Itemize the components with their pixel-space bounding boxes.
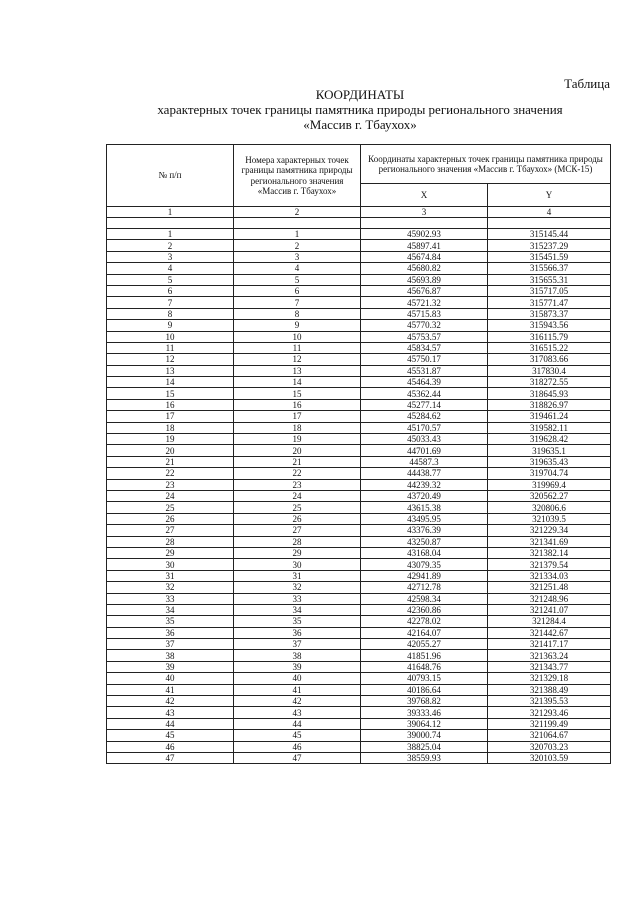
cell-y: 315873.37	[488, 308, 611, 319]
cell-number: 41	[107, 684, 234, 695]
table-row	[107, 320, 611, 331]
cell-point-number: 11	[234, 342, 361, 353]
table-row	[107, 718, 611, 729]
cell-y: 321343.77	[488, 661, 611, 672]
table-row	[107, 696, 611, 707]
table-row	[107, 263, 611, 274]
table-row	[107, 456, 611, 467]
table-row	[107, 308, 611, 319]
cell-y: 318645.93	[488, 388, 611, 399]
header-coordinates: Координаты характерных точек границы памятника природы регионального значения «Массив г. Тбаухох» (МСК-15)	[361, 145, 611, 184]
cell-y: 319628.42	[488, 434, 611, 445]
cell-point-number: 18	[234, 422, 361, 433]
cell-x: 44239.32	[361, 479, 488, 490]
cell-y: 319635.1	[488, 445, 611, 456]
cell-point-number: 23	[234, 479, 361, 490]
cell-point-number: 46	[234, 741, 361, 752]
cell-x: 43376.39	[361, 525, 488, 536]
table-row	[107, 377, 611, 388]
table-row	[107, 593, 611, 604]
cell-number: 34	[107, 604, 234, 615]
cell-number: 43	[107, 707, 234, 718]
cell-y: 318826.97	[488, 399, 611, 410]
cell-number: 37	[107, 639, 234, 650]
cell-number: 8	[107, 308, 234, 319]
cell-point-number: 43	[234, 707, 361, 718]
cell-point-number: 3	[234, 251, 361, 262]
cell-point-number: 47	[234, 752, 361, 763]
cell-number: 16	[107, 399, 234, 410]
table-row	[107, 251, 611, 262]
cell-point-number: 29	[234, 547, 361, 558]
cell-number: 23	[107, 479, 234, 490]
table-row	[107, 502, 611, 513]
cell-x: 45721.32	[361, 297, 488, 308]
cell-x: 41851.96	[361, 650, 488, 661]
cell-point-number: 32	[234, 582, 361, 593]
cell-point-number: 13	[234, 365, 361, 376]
cell-y: 315451.59	[488, 251, 611, 262]
cell-number: 2	[107, 240, 234, 251]
cell-point-number: 37	[234, 639, 361, 650]
cell-number: 32	[107, 582, 234, 593]
table-row	[107, 422, 611, 433]
column-number-2: 2	[234, 207, 361, 218]
cell-x: 43720.49	[361, 490, 488, 501]
cell-point-number: 40	[234, 673, 361, 684]
cell-point-number: 41	[234, 684, 361, 695]
cell-x: 43495.95	[361, 513, 488, 524]
cell-x: 45676.87	[361, 285, 488, 296]
cell-number: 14	[107, 377, 234, 388]
cell-number: 33	[107, 593, 234, 604]
cell-y: 321382.14	[488, 547, 611, 558]
cell-number: 12	[107, 354, 234, 365]
cell-y: 321199.49	[488, 718, 611, 729]
header-y: Y	[488, 184, 611, 207]
cell-y: 320703.23	[488, 741, 611, 752]
cell-y: 320103.59	[488, 752, 611, 763]
cell-point-number: 36	[234, 627, 361, 638]
coordinates-table	[106, 144, 611, 764]
table-row	[107, 547, 611, 558]
cell-x: 42055.27	[361, 639, 488, 650]
cell-y: 317830.4	[488, 365, 611, 376]
cell-y: 318272.55	[488, 377, 611, 388]
cell-y: 321329.18	[488, 673, 611, 684]
table-row	[107, 707, 611, 718]
cell-y: 320806.6	[488, 502, 611, 513]
spacer-row	[107, 218, 611, 229]
table-row	[107, 741, 611, 752]
table-row	[107, 639, 611, 650]
cell-number: 39	[107, 661, 234, 672]
cell-number: 38	[107, 650, 234, 661]
table-row	[107, 365, 611, 376]
header-x: X	[361, 184, 488, 207]
cell-x: 43079.35	[361, 559, 488, 570]
cell-x: 45033.43	[361, 434, 488, 445]
cell-point-number: 8	[234, 308, 361, 319]
cell-number: 3	[107, 251, 234, 262]
cell-point-number: 20	[234, 445, 361, 456]
cell-number: 6	[107, 285, 234, 296]
cell-number: 25	[107, 502, 234, 513]
cell-number: 44	[107, 718, 234, 729]
cell-y: 315655.31	[488, 274, 611, 285]
cell-point-number: 31	[234, 570, 361, 581]
cell-x: 45170.57	[361, 422, 488, 433]
table-row	[107, 752, 611, 763]
cell-x: 45715.83	[361, 308, 488, 319]
cell-y: 321241.07	[488, 604, 611, 615]
table-row	[107, 388, 611, 399]
table-row	[107, 297, 611, 308]
cell-point-number: 42	[234, 696, 361, 707]
table-row	[107, 559, 611, 570]
cell-y: 321248.96	[488, 593, 611, 604]
table-label: Таблица	[564, 76, 610, 91]
cell-x: 40793.15	[361, 673, 488, 684]
cell-number: 40	[107, 673, 234, 684]
cell-point-number: 16	[234, 399, 361, 410]
column-number-4: 4	[488, 207, 611, 218]
cell-x: 45284.62	[361, 411, 488, 422]
cell-point-number: 9	[234, 320, 361, 331]
cell-x: 45277.14	[361, 399, 488, 410]
cell-number: 18	[107, 422, 234, 433]
table-row	[107, 536, 611, 547]
cell-point-number: 17	[234, 411, 361, 422]
cell-y: 315943.56	[488, 320, 611, 331]
table-row	[107, 479, 611, 490]
cell-point-number: 14	[234, 377, 361, 388]
table-row	[107, 399, 611, 410]
cell-y: 321379.54	[488, 559, 611, 570]
cell-point-number: 35	[234, 616, 361, 627]
cell-x: 45680.82	[361, 263, 488, 274]
cell-x: 45753.57	[361, 331, 488, 342]
cell-point-number: 30	[234, 559, 361, 570]
cell-x: 45531.87	[361, 365, 488, 376]
cell-x: 44587.3	[361, 456, 488, 467]
cell-point-number: 44	[234, 718, 361, 729]
cell-y: 321293.46	[488, 707, 611, 718]
cell-number: 15	[107, 388, 234, 399]
cell-x: 45902.93	[361, 229, 488, 240]
cell-y: 321363.24	[488, 650, 611, 661]
cell-number: 22	[107, 468, 234, 479]
cell-y: 319969.4	[488, 479, 611, 490]
cell-number: 36	[107, 627, 234, 638]
cell-point-number: 38	[234, 650, 361, 661]
cell-y: 321039.5	[488, 513, 611, 524]
cell-y: 321388.49	[488, 684, 611, 695]
column-number-1: 1	[107, 207, 234, 218]
cell-number: 13	[107, 365, 234, 376]
table-row	[107, 468, 611, 479]
cell-y: 321417.17	[488, 639, 611, 650]
cell-y: 321284.4	[488, 616, 611, 627]
cell-point-number: 6	[234, 285, 361, 296]
cell-y: 319704.74	[488, 468, 611, 479]
cell-y: 321442.67	[488, 627, 611, 638]
cell-point-number: 34	[234, 604, 361, 615]
cell-x: 44701.69	[361, 445, 488, 456]
cell-number: 24	[107, 490, 234, 501]
cell-x: 43250.87	[361, 536, 488, 547]
cell-point-number: 19	[234, 434, 361, 445]
table-row	[107, 445, 611, 456]
cell-number: 17	[107, 411, 234, 422]
header-point-number: Номера характерных точек границы памятника природы регионального значения «Массив г. Тбаухох»	[234, 145, 361, 207]
table-row	[107, 650, 611, 661]
table-row	[107, 411, 611, 422]
table-row	[107, 490, 611, 501]
cell-y: 319635.43	[488, 456, 611, 467]
cell-y: 320562.27	[488, 490, 611, 501]
cell-number: 26	[107, 513, 234, 524]
cell-point-number: 2	[234, 240, 361, 251]
cell-y: 321334.03	[488, 570, 611, 581]
table-row	[107, 627, 611, 638]
cell-y: 315237.29	[488, 240, 611, 251]
cell-y: 316515.22	[488, 342, 611, 353]
cell-number: 20	[107, 445, 234, 456]
cell-x: 45897.41	[361, 240, 488, 251]
cell-y: 316115.79	[488, 331, 611, 342]
cell-x: 45362.44	[361, 388, 488, 399]
document-subtitle-line1: характерных точек границы памятника природы регионального значения	[157, 102, 563, 117]
table-row	[107, 240, 611, 251]
cell-number: 7	[107, 297, 234, 308]
cell-x: 45770.32	[361, 320, 488, 331]
cell-x: 43168.04	[361, 547, 488, 558]
cell-number: 10	[107, 331, 234, 342]
table-row	[107, 570, 611, 581]
cell-x: 38559.93	[361, 752, 488, 763]
cell-x: 42360.86	[361, 604, 488, 615]
cell-x: 44438.77	[361, 468, 488, 479]
cell-number: 42	[107, 696, 234, 707]
cell-point-number: 15	[234, 388, 361, 399]
table-row	[107, 229, 611, 240]
cell-x: 42941.89	[361, 570, 488, 581]
table-row	[107, 434, 611, 445]
cell-x: 45834.57	[361, 342, 488, 353]
cell-point-number: 24	[234, 490, 361, 501]
cell-y: 315145.44	[488, 229, 611, 240]
table-row	[107, 604, 611, 615]
cell-number: 29	[107, 547, 234, 558]
document-subtitle-line2: «Массив г. Тбаухох»	[303, 117, 417, 132]
cell-y: 319582.11	[488, 422, 611, 433]
cell-x: 39000.74	[361, 730, 488, 741]
cell-x: 42164.07	[361, 627, 488, 638]
cell-x: 45464.39	[361, 377, 488, 388]
cell-point-number: 27	[234, 525, 361, 536]
cell-x: 42712.78	[361, 582, 488, 593]
cell-x: 38825.04	[361, 741, 488, 752]
table-row	[107, 730, 611, 741]
cell-y: 315771.47	[488, 297, 611, 308]
cell-point-number: 26	[234, 513, 361, 524]
cell-y: 321229.34	[488, 525, 611, 536]
cell-x: 39768.82	[361, 696, 488, 707]
table-row	[107, 285, 611, 296]
cell-x: 45750.17	[361, 354, 488, 365]
cell-y: 315717.05	[488, 285, 611, 296]
table-row	[107, 684, 611, 695]
cell-number: 5	[107, 274, 234, 285]
cell-number: 35	[107, 616, 234, 627]
cell-point-number: 22	[234, 468, 361, 479]
cell-x: 42598.34	[361, 593, 488, 604]
cell-number: 45	[107, 730, 234, 741]
document-title: КООРДИНАТЫ	[315, 87, 405, 102]
cell-number: 4	[107, 263, 234, 274]
cell-y: 321395.53	[488, 696, 611, 707]
cell-number: 19	[107, 434, 234, 445]
cell-point-number: 25	[234, 502, 361, 513]
cell-number: 9	[107, 320, 234, 331]
cell-point-number: 21	[234, 456, 361, 467]
cell-point-number: 39	[234, 661, 361, 672]
cell-x: 43615.38	[361, 502, 488, 513]
cell-x: 41648.76	[361, 661, 488, 672]
table-row	[107, 661, 611, 672]
cell-point-number: 45	[234, 730, 361, 741]
cell-x: 39333.46	[361, 707, 488, 718]
cell-y: 321251.48	[488, 582, 611, 593]
cell-point-number: 5	[234, 274, 361, 285]
cell-point-number: 12	[234, 354, 361, 365]
cell-y: 319461.24	[488, 411, 611, 422]
table-row	[107, 331, 611, 342]
cell-number: 27	[107, 525, 234, 536]
cell-number: 46	[107, 741, 234, 752]
cell-y: 321341.69	[488, 536, 611, 547]
cell-point-number: 7	[234, 297, 361, 308]
cell-x: 40186.64	[361, 684, 488, 695]
cell-number: 21	[107, 456, 234, 467]
table-row	[107, 582, 611, 593]
cell-x: 42278.02	[361, 616, 488, 627]
cell-number: 11	[107, 342, 234, 353]
column-number-3: 3	[361, 207, 488, 218]
table-row	[107, 354, 611, 365]
table-row	[107, 525, 611, 536]
cell-number: 47	[107, 752, 234, 763]
table-row	[107, 673, 611, 684]
cell-x: 39064.12	[361, 718, 488, 729]
cell-point-number: 10	[234, 331, 361, 342]
table-row	[107, 274, 611, 285]
cell-x: 45674.84	[361, 251, 488, 262]
cell-y: 321064.67	[488, 730, 611, 741]
table-body	[107, 229, 611, 764]
table-row	[107, 616, 611, 627]
cell-number: 1	[107, 229, 234, 240]
cell-number: 28	[107, 536, 234, 547]
cell-number: 30	[107, 559, 234, 570]
cell-y: 315566.37	[488, 263, 611, 274]
cell-point-number: 33	[234, 593, 361, 604]
cell-point-number: 1	[234, 229, 361, 240]
cell-point-number: 4	[234, 263, 361, 274]
cell-point-number: 28	[234, 536, 361, 547]
header-number: № п/п	[107, 145, 234, 207]
cell-number: 31	[107, 570, 234, 581]
table-row	[107, 342, 611, 353]
cell-x: 45693.89	[361, 274, 488, 285]
table-row	[107, 513, 611, 524]
cell-y: 317083.66	[488, 354, 611, 365]
